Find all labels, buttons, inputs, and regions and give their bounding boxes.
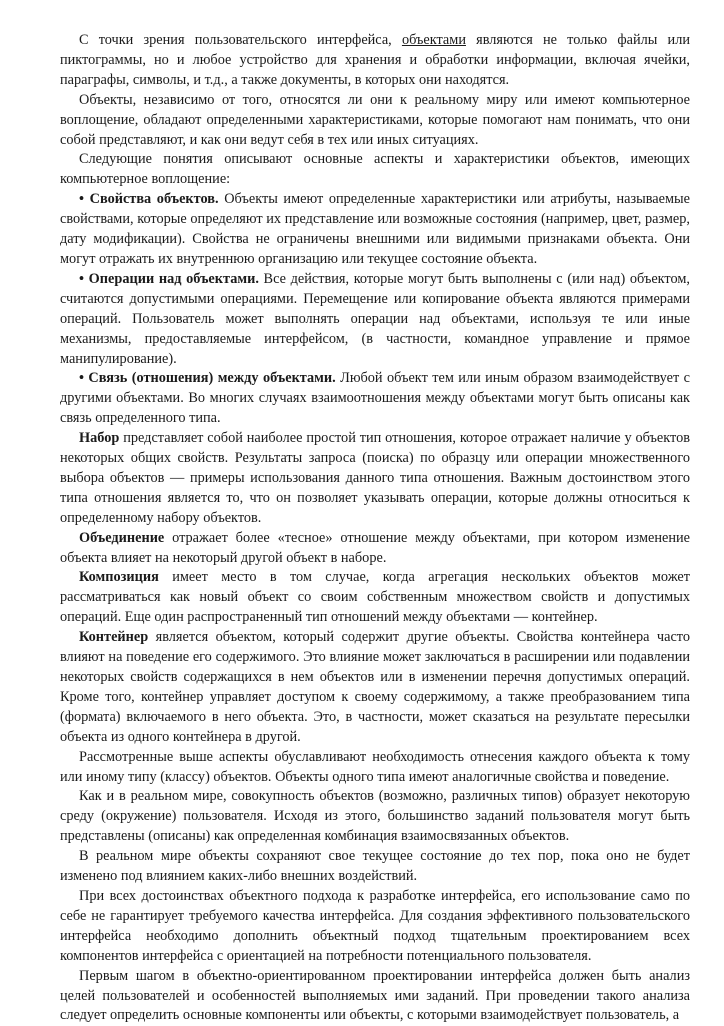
paragraph: При всех достоинствах объектного подхода к разработке интерфейса, его использование само по себе не гарантирует требуемого качества интерфейса. Для создания эффективного пользовательского интерфейса необходимо дополнить объектный подход тщательным проектированием всех компонентов интерфейса с ориентацией на потребности потенциального пользователя. bbox=[60, 887, 690, 964]
paragraph: Объекты, независимо от того, относятся ли они к реальному миру или имеют компьютерное воплощение, обладают определенными характеристиками, которые помогают нам понимать, что они собой представляют, и как они ведут себя в тех или иных ситуациях. bbox=[60, 91, 690, 148]
paragraph: Рассмотренные выше аспекты обуславливают необходимость отнесения каждого объекта к тому или иному типу (классу) объектов. Объекты одного типа имеют аналогичные свойства и поведение. bbox=[60, 748, 690, 785]
paragraph: Как и в реальном мире, совокупность объектов (возможно, различных типов) образует некоторую среду (окружение) пользователя. Исходя из этого, большинство заданий пользователя могут быть представлены (описаны) как определенная комбинация взаимосвязанных объектов. bbox=[60, 788, 690, 845]
paragraph-composition: Композиция имеет место в том случае, когда агрегация нескольких объектов может рассматриваться как новый объект со своим собственным множеством свойств и допустимых операций. Еще один распространенный тип отношений между объектами — контейнер. bbox=[60, 569, 690, 626]
paragraph-container: Контейнер является объектом, который содержит другие объекты. Свойства контейнера часто влияют на поведение его содержимого. Это влияние может заключаться в расширении или подавлении некоторых свойств содержащихся в нем объектов или в изменении перечня допустимых операций. Кроме того, контейнер управляет доступом к своему содержимому, а также преобразованием типа (формата) включаемого в него объекта. Это, в частности, может сказаться на результате пересылки объекта из одного контейнера в другой. bbox=[60, 629, 690, 745]
bullet-properties: • Свойства объектов. Объекты имеют определенные характеристики или атрибуты, называемые свойствами, которые определяют их представление или возможные состояния (например, цвет, размер, дату модификации). Свойства не ограничены внешними или видимыми признаками объекта. Они могут отражать их внутреннюю организацию или текущее состояние объекта. bbox=[60, 191, 690, 267]
paragraph-union: Объединение отражает более «тесное» отношение между объектами, при котором изменение объекта влияет на некоторый другой объект в наборе. bbox=[60, 529, 690, 566]
paragraph-intro: С точки зрения пользовательского интерфейса, объектами являются не только файлы или пиктограммы, но и любое устройство для хранения и обработки информации, включая ячейки, параграфы, символы, и т.д., а также документы, в которых они находятся. bbox=[60, 32, 690, 88]
bullet-operations: • Операции над объектами. Все действия, которые могут быть выполнены с (или над) объектом, считаются допустимыми операциями. Перемещение или копирование объекта являются примерами операций. Пользователь может выполнять операции над объектами, используя те или иные механизмы, предоставляемые интерфейсом, (в частности, командное управление и прямое манипулирование). bbox=[60, 270, 690, 367]
term: Контейнер bbox=[79, 629, 149, 646]
paragraph: Следующие понятия описывают основные аспекты и характеристики объектов, имеющих компьютерное воплощение: bbox=[60, 151, 690, 188]
paragraph: В реальном мире объекты сохраняют свое текущее состояние до тех пор, пока оно не будет изменено под влиянием каких-либо внешних воздействий. bbox=[60, 848, 690, 885]
bullet-heading: • Связь (отношения) между объектами. bbox=[79, 370, 336, 387]
paragraph-set: Набор представляет собой наиболее простой тип отношения, которое отражает наличие у объектов некоторых общих свойств. Результаты запроса (поиска) по образцу или операции множественного выбора объектов — примеры использования данного типа отношения. Важным достоинством этого типа отношения является то, что он позволяет указывать операции, которые должны относиться к определенному набору объектов. bbox=[60, 430, 690, 526]
paragraph: Первым шагом в объектно-ориентированном проектировании интерфейса должен быть анализ целей пользователей и особенностей выполняемых ими заданий. При проведении такого анализа следует определить основные компоненты или объекты, с которыми взаимодействует пользователь, а bbox=[60, 967, 690, 1024]
term: Композиция bbox=[79, 569, 159, 586]
bullet-relations: • Связь (отношения) между объектами. Любой объект тем или иным образом взаимодействует с другими объектами. Во многих случаях взаимоотношения между объектами могут быть описаны как связь определенного типа. bbox=[60, 370, 690, 427]
bullet-heading: • Свойства объектов. bbox=[79, 191, 219, 208]
term: Набор bbox=[79, 430, 120, 447]
objects-link[interactable]: объектами bbox=[401, 32, 466, 48]
bullet-heading: • Операции над объектами. bbox=[79, 270, 259, 287]
document-page bbox=[60, 31, 690, 1026]
term: Объединение bbox=[79, 529, 165, 546]
